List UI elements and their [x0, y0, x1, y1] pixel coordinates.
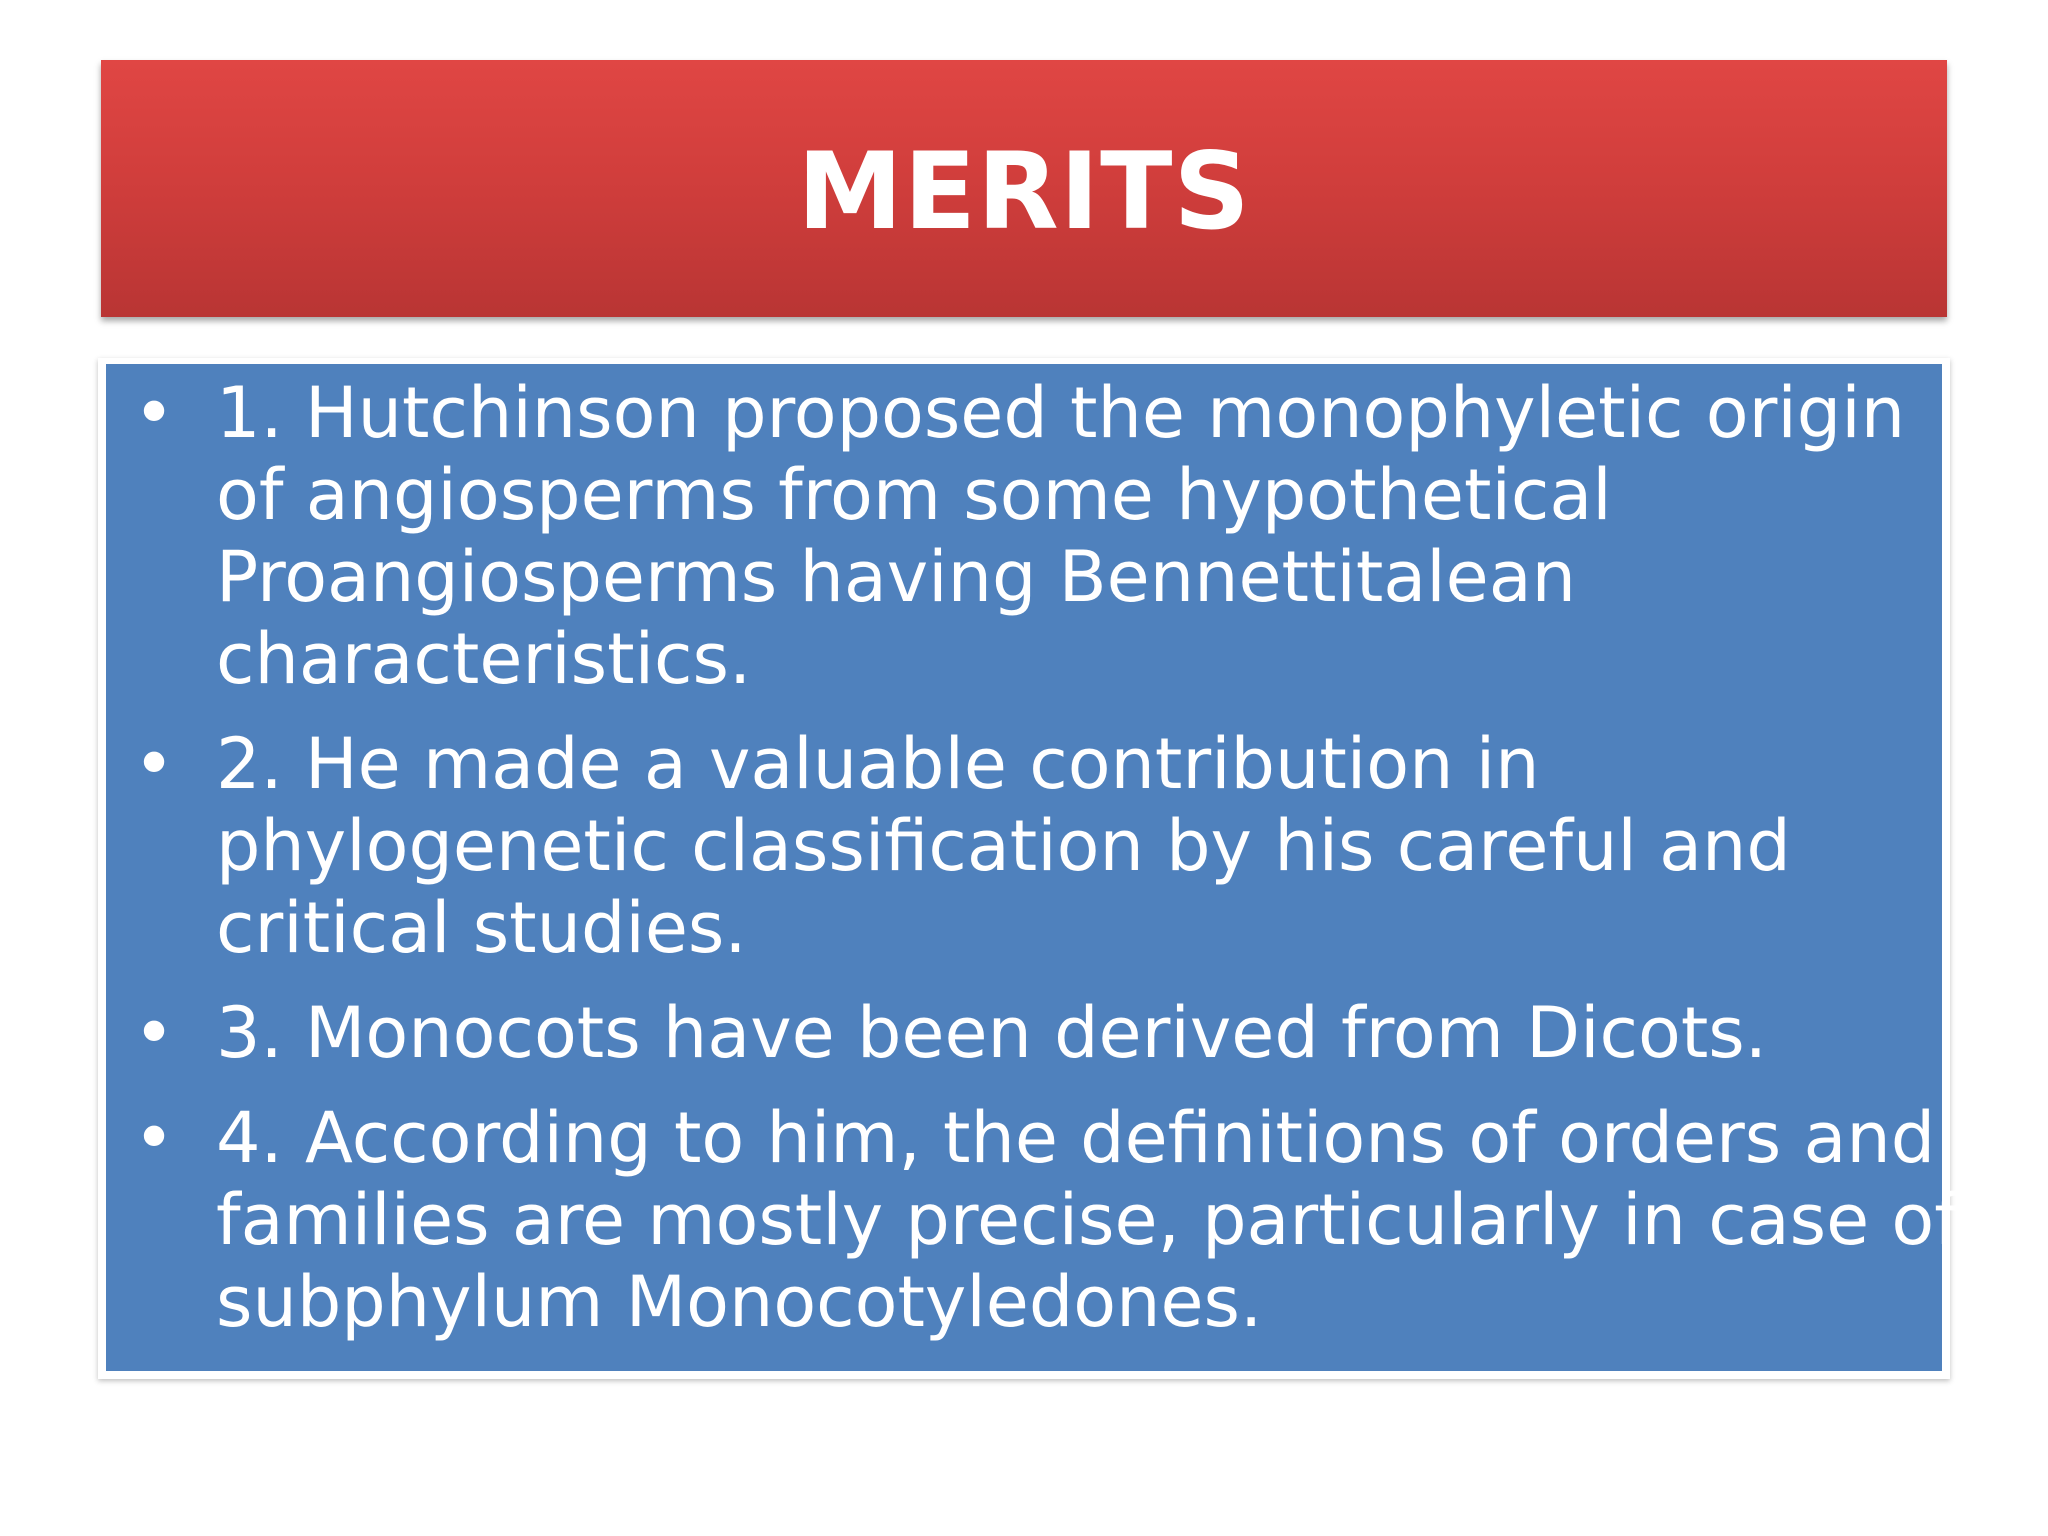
- title-bar: [101, 60, 1947, 317]
- bullet-2-line-3: critical studies.: [216, 887, 747, 969]
- bullet-4-line-1: 4. According to him, the definitions of orders and: [216, 1097, 1936, 1179]
- bullet-item-1: [124, 372, 1922, 700]
- bullet-list: [124, 372, 1959, 1366]
- bullet-2-line-1: 2. He made a valuable contribution in: [216, 723, 1540, 805]
- bullet-1-line-4: characteristics.: [216, 618, 752, 700]
- bullet-item-4: [124, 1097, 1959, 1343]
- bullet-item-2: [124, 723, 1922, 969]
- bullet-2-line-2: phylogenetic classification by his careful and: [216, 805, 1791, 887]
- content-panel: [106, 364, 1959, 1371]
- bullet-item-3: [124, 992, 1922, 1074]
- content-box: [98, 358, 1959, 1379]
- bullet-1-line-1: 1. Hutchinson proposed the monophyletic origin: [216, 372, 1906, 454]
- bullet-1-line-3: Proangiosperms having Bennettitalean: [216, 536, 1576, 618]
- bullet-dot: •: [133, 723, 175, 805]
- bullet-3-line-1: 3. Monocots have been derived from Dicots.: [216, 992, 1768, 1074]
- bullet-4-line-2: families are mostly precise, particularly in case of: [216, 1179, 1959, 1261]
- bullet-dot: •: [133, 372, 175, 454]
- bullet-1-line-2: of angiosperms from some hypothetical: [216, 454, 1612, 536]
- bullet-dot: •: [133, 1097, 175, 1179]
- bullet-4-line-3: subphylum Monocotyledones.: [216, 1261, 1263, 1343]
- bullet-dot: •: [133, 992, 175, 1074]
- slide-title: MERITS: [797, 129, 1251, 253]
